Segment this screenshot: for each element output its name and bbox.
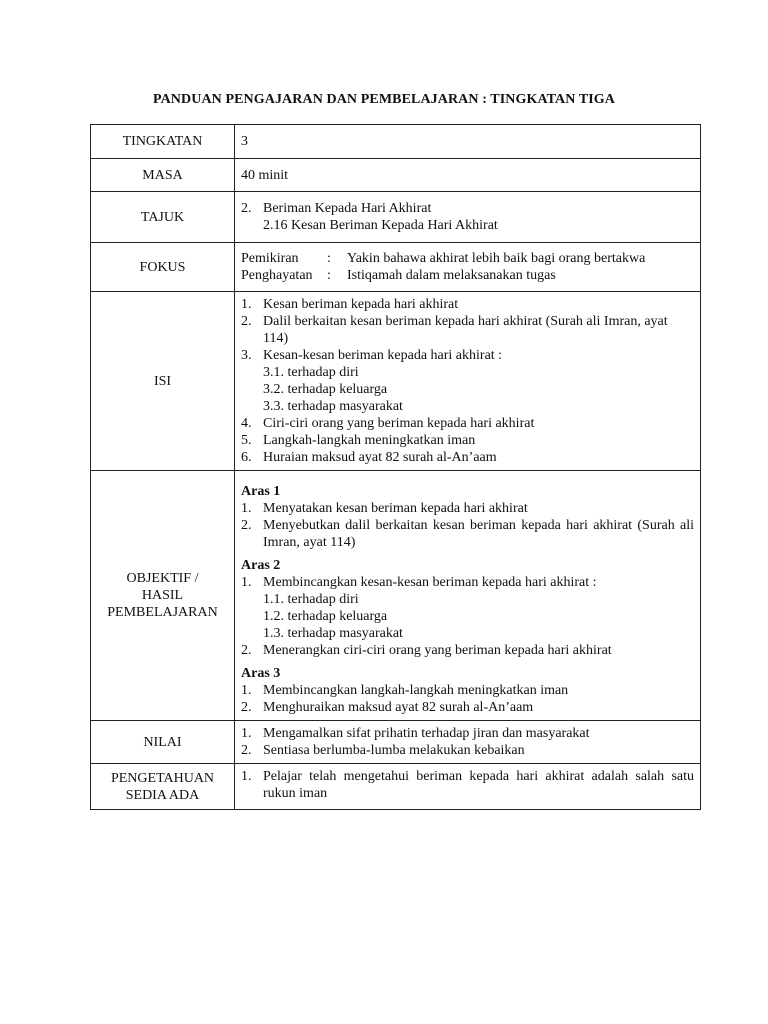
- list-num: 2.: [241, 643, 252, 658]
- list-text: Membincangkan langkah-langkah meningkatkan iman: [263, 683, 569, 698]
- list-num: 1.: [241, 769, 252, 784]
- list-text: Mengamalkan sifat prihatin terhadap jiran dan masyarakat: [263, 726, 590, 741]
- value-objektif: [235, 471, 701, 721]
- value-tajuk: [235, 192, 701, 243]
- list-num: 2.: [241, 743, 252, 758]
- list-item: [241, 449, 694, 466]
- fokus-colon: :: [327, 251, 331, 266]
- list-num: 1.: [241, 683, 252, 698]
- fokus-text: Istiqamah dalam melaksanakan tugas: [347, 268, 556, 283]
- sublist-item: 1.3. terhadap masyarakat: [263, 626, 403, 641]
- label-line: HASIL: [141, 588, 184, 603]
- fokus-line: [241, 250, 694, 267]
- list-item: [241, 574, 694, 591]
- aras2-sublist: [241, 591, 694, 642]
- list-text: Ciri-ciri orang yang beriman kepada hari akhirat: [263, 416, 535, 431]
- tajuk-main-text: Beriman Kepada Hari Akhirat: [263, 201, 432, 216]
- row-masa: [91, 159, 701, 192]
- row-fokus: [91, 243, 701, 292]
- list-text: Membincangkan kesan-kesan beriman kepada hari akhirat :: [263, 575, 597, 590]
- list-item: [241, 742, 694, 759]
- label-tajuk: TAJUK: [91, 192, 235, 243]
- fokus-colon: :: [327, 268, 331, 283]
- list-item: [241, 517, 694, 551]
- row-pengetahuan: [91, 764, 701, 810]
- label-isi: ISI: [91, 292, 235, 471]
- tajuk-num: 2.: [241, 201, 252, 216]
- row-isi: [91, 292, 701, 471]
- label-line: OBJEKTIF /: [126, 571, 199, 586]
- value-masa: 40 minit: [235, 159, 701, 192]
- label-nilai: NILAI: [91, 721, 235, 764]
- sublist-item: 3.1. terhadap diri: [263, 365, 359, 380]
- list-text: Langkah-langkah meningkatkan iman: [263, 433, 476, 448]
- list-item: [241, 432, 694, 449]
- aras-heading: Aras 3: [241, 666, 281, 681]
- row-objektif: [91, 471, 701, 721]
- list-num: 1.: [241, 501, 252, 516]
- label-fokus: FOKUS: [91, 243, 235, 292]
- list-item: [241, 313, 694, 347]
- aras-heading: Aras 2: [241, 558, 281, 573]
- lesson-plan-table: [90, 124, 701, 810]
- tajuk-main: [241, 200, 694, 217]
- label-masa: MASA: [91, 159, 235, 192]
- list-num: 1.: [241, 726, 252, 741]
- list-text: Menghuraikan maksud ayat 82 surah al-An’aam: [263, 700, 534, 715]
- list-text: Menerangkan ciri-ciri orang yang beriman kepada hari akhirat: [263, 643, 612, 658]
- list-item: [241, 296, 694, 313]
- value-isi: [235, 292, 701, 471]
- fokus-text: Yakin bahawa akhirat lebih baik bagi orang bertakwa: [347, 251, 646, 266]
- list-num: 2.: [241, 314, 252, 329]
- list-item: [241, 699, 694, 716]
- list-item: [241, 415, 694, 432]
- list-item: [241, 347, 694, 364]
- fokus-line: [241, 267, 694, 284]
- list-item: [241, 500, 694, 517]
- sublist-item: 1.1. terhadap diri: [263, 592, 359, 607]
- label-line: PEMBELAJARAN: [107, 605, 218, 620]
- list-num: 2.: [241, 518, 252, 533]
- list-num: 3.: [241, 348, 252, 363]
- document-title: PANDUAN PENGAJARAN DAN PEMBELAJARAN : TINGKATAN TIGA: [152, 92, 616, 107]
- label-line: SEDIA ADA: [125, 787, 200, 803]
- tajuk-sub: 2.16 Kesan Beriman Kepada Hari Akhirat: [263, 218, 498, 233]
- list-item: [241, 768, 694, 802]
- list-text: Kesan-kesan beriman kepada hari akhirat :: [263, 348, 503, 363]
- row-tajuk: [91, 192, 701, 243]
- fokus-key: Penghayatan: [241, 268, 313, 283]
- list-num: 6.: [241, 450, 252, 465]
- sublist-item: 1.2. terhadap keluarga: [263, 609, 388, 624]
- list-num: 5.: [241, 433, 252, 448]
- list-item: [241, 725, 694, 742]
- list-num: 4.: [241, 416, 252, 431]
- value-tingkatan: 3: [235, 125, 701, 159]
- value-fokus: [235, 243, 701, 292]
- list-num: 2.: [241, 700, 252, 715]
- label-objektif: [91, 471, 235, 721]
- list-text: Kesan beriman kepada hari akhirat: [263, 297, 459, 312]
- aras-heading: Aras 1: [241, 484, 281, 499]
- list-text: Menyatakan kesan beriman kepada hari akhirat: [263, 501, 528, 516]
- list-item: [241, 682, 694, 699]
- label-tingkatan: TINGKATAN: [91, 125, 235, 159]
- list-text: Sentiasa berlumba-lumba melakukan kebaikan: [263, 743, 525, 758]
- row-nilai: [91, 721, 701, 764]
- list-text: Dalil berkaitan kesan beriman kepada hari akhirat (Surah ali Imran, ayat 114): [263, 314, 668, 346]
- fokus-key: Pemikiran: [241, 251, 299, 266]
- sublist-item: 3.3. terhadap masyarakat: [263, 399, 403, 414]
- list-item: [241, 642, 694, 659]
- list-text: Pelajar telah mengetahui beriman kepada hari akhirat adalah salah satu rukun iman: [263, 769, 694, 801]
- list-num: 1.: [241, 297, 252, 312]
- value-pengetahuan: [235, 764, 701, 810]
- label-line: PENGETAHUAN: [110, 770, 215, 786]
- isi-sublist: [241, 364, 694, 415]
- list-num: 1.: [241, 575, 252, 590]
- sublist-item: 3.2. terhadap keluarga: [263, 382, 388, 397]
- row-tingkatan: [91, 125, 701, 159]
- label-pengetahuan: [91, 764, 235, 810]
- list-text: Menyebutkan dalil berkaitan kesan beriman kepada hari akhirat (Surah ali Imran, ayat 114): [263, 518, 694, 550]
- list-text: Huraian maksud ayat 82 surah al-An’aam: [263, 450, 497, 465]
- value-nilai: [235, 721, 701, 764]
